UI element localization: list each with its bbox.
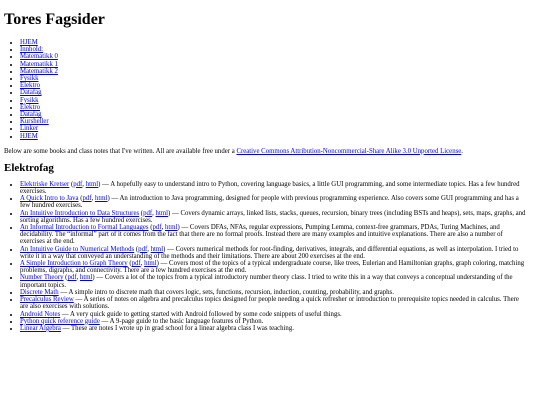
html-link[interactable]: html <box>150 245 164 253</box>
book-description: — An introduction to Java programming, designed for people with previous programming experience. Also covers some GUI programming and has a few hundred exercises. <box>20 195 519 210</box>
nav-link-elektro-2[interactable]: Elektro <box>20 103 41 111</box>
book-description: — A hopefully easy to understand intro to Python, covering language basics, a little GUI programming, and some intermediate topics. Has a few hundred exercises. <box>20 180 520 196</box>
nav-link-matematikk-2[interactable]: Matematikk 2 <box>20 67 58 75</box>
html-link[interactable]: html <box>79 274 93 282</box>
nav-link-datafag-2[interactable]: Datafag <box>20 111 42 119</box>
intro-text: Below are some books and class notes that I've written. All are available free under a <box>4 147 237 155</box>
book-title-link[interactable]: An Informal Introduction to Formal Languages <box>20 224 149 232</box>
book-description: — A simple intro to discrete math that covers logic, sets, functions, recursion, induction, counting, probability, and graphs. <box>60 288 394 296</box>
book-title-link[interactable]: Number Theory <box>20 274 64 282</box>
book-title-link[interactable]: A Quick Intro to Java <box>20 195 79 203</box>
book-title-link[interactable]: Android Notes <box>20 310 61 318</box>
book-title-link[interactable]: Elektriske Kretser <box>20 180 70 188</box>
book-description: — Covers DFAs, NFAs, regular expressions, Pumping Lemma, context-free grammars, PDAs, Turing Machines, and decidability. The “informal” part of it comes from the fact that there are no formal proofs. Instead there are many examples and intuitive explanations. There are also a number of exercises at the end. <box>20 224 503 246</box>
book-title-link[interactable]: Precalculus Review <box>20 296 74 304</box>
book-description: — A 9-page guide to the basic language features of Python. <box>101 317 264 325</box>
book-description: — Covers most of the topics of a typical undergraduate course, like trees, Eulerian and Hamiltonian graphs, graph coloring, matching problems, digraphs, and connectivity. There are a few hundred exercises at the end. <box>20 260 525 275</box>
nav-item <box>20 82 536 89</box>
pdf-link[interactable]: pdf <box>143 209 153 217</box>
nav-item <box>20 89 536 96</box>
list-item <box>20 296 536 310</box>
pdf-link[interactable]: pdf <box>138 245 148 253</box>
nav-item <box>20 118 536 125</box>
book-list <box>4 181 536 332</box>
nav-link-matematikk-1[interactable]: Matematikk 1 <box>20 60 58 68</box>
list-item <box>20 318 536 325</box>
book-title-link[interactable]: Python quick reference guide <box>20 317 100 325</box>
book-title-link[interactable]: A Simple Introduction to Graph Theory <box>20 260 128 268</box>
pdf-link[interactable]: pdf <box>67 274 77 282</box>
nav-item <box>20 46 536 53</box>
license-link[interactable]: Creative Commons Attribution-Noncommercial-Share Alike 3.0 Unported License <box>236 147 462 155</box>
book-description: — Covers numerical methods for root-finding, derivatives, integrals, and differential equations, as well as interpolation. I tried to write it in a way that conveyed an understanding of the methods and their limitations. There are about 200 exercises at the end. <box>20 245 519 260</box>
nav-item <box>20 125 536 132</box>
book-title-link[interactable]: Discrete Math <box>20 288 59 296</box>
nav-item <box>20 104 536 111</box>
nav-link-matematikk-0[interactable]: Matematikk 0 <box>20 53 58 61</box>
nav-link-kursheller[interactable]: Kursheller <box>20 118 49 126</box>
site-nav <box>4 39 536 140</box>
book-title-link[interactable]: An Intuitive Guide to Numerical Methods <box>20 245 135 253</box>
list-item: • Elektriske Kretser (pdf, html) — A hopefully easy to understand intro to Python, covering language basics, a little GUI programming, and some intermediate topics. Has a few hundred exercises. <box>20 181 536 195</box>
nav-item <box>20 39 536 46</box>
list-item <box>20 311 536 318</box>
nav-item <box>20 68 536 75</box>
book-description: — A very quick guide to getting started with Android followed by some code snippets of useful things. <box>61 310 342 318</box>
html-link[interactable]: html <box>144 260 157 268</box>
nav-item <box>20 97 536 104</box>
list-item: • An Intuitive Guide to Numerical Methods (pdf, html) — Covers numerical methods for root-finding, derivatives, integrals, and differential equations, as well as interpolation. I tried to write it in a way that conveyed an understanding of the methods and their limitations. There are about 200 exercises at the end. <box>20 246 536 260</box>
list-item: • A Simple Introduction to Graph Theory (pdf, html) — Covers most of the topics of a typical undergraduate course, like trees, Eulerian and Hamiltonian graphs, graph coloring, matching problems, digraphs, and connectivity. There are a few hundred exercises at the end. <box>20 260 536 274</box>
list-item: • An Intuitive Introduction to Data Structures (pdf, html) — Covers dynamic arrays, linked lists, stacks, queues, recursion, binary trees (including BSTs and heaps), sets, maps, graphs, and sorting algorithms. Has a few hundred exercises. <box>20 210 536 224</box>
book-description: — A series of notes on algebra and precalculus topics designed for people needing a quick refresher or introduction to prerequisite topics needed in calculus. There are also exercises with solutions. <box>20 296 519 311</box>
nav-link-linker[interactable]: Linker <box>20 125 39 133</box>
nav-link-hjem-2[interactable]: HJEM <box>20 132 38 140</box>
page-title: Tores Fagsider <box>4 11 105 28</box>
list-item: • An Informal Introduction to Formal Languages (pdf, html) — Covers DFAs, NFAs, regular expressions, Pumping Lemma, context-free grammars, PDAs, Turing Machines, and decidability. The “informal” part of it comes from the fact that there are no formal proofs. Instead there are many examples and intuitive explanations. There are also a number of exercises at the end. <box>20 224 536 246</box>
book-description: — Covers a lot of the topics from a typical introductory number theory class. I tried to write this in a way that conveys a conceptual understanding of the important topics. <box>20 274 513 289</box>
list-item: • Number Theory (pdf, html) — Covers a lot of the topics from a typical introductory number theory class. I tried to write this in a way that conveys a conceptual understanding of the important topics. <box>20 274 536 288</box>
nav-link-hjem[interactable]: HJEM <box>20 39 38 46</box>
nav-link-fysikk-2[interactable]: Fysikk <box>20 96 39 104</box>
pdf-link[interactable]: pdf <box>82 195 92 203</box>
nav-item <box>20 61 536 68</box>
list-item: • A Quick Intro to Java (pdf, html) — An introduction to Java programming, designed for people with previous programming experience. Also covers some GUI programming and has a few hundred exercises. <box>20 195 536 209</box>
html-link[interactable]: html <box>94 195 108 203</box>
book-title-link[interactable]: An Intuitive Introduction to Data Structures <box>20 209 140 217</box>
intro-after: . <box>461 147 463 155</box>
html-link[interactable]: html <box>85 180 99 188</box>
nav-link-fysikk[interactable]: Fysikk <box>20 75 39 83</box>
pdf-link[interactable]: pdf <box>131 260 141 268</box>
html-link[interactable]: html <box>164 224 178 232</box>
book-description: — Covers dynamic arrays, linked lists, stacks, queues, recursion, binary trees (including BSTs and heaps), sets, maps, graphs, and sorting algorithms. Has a few hundred exercises. <box>20 209 526 224</box>
nav-item <box>20 111 536 118</box>
pdf-link[interactable]: pdf <box>73 180 83 188</box>
book-title-link[interactable]: Linear Algebra <box>20 324 61 332</box>
nav-item <box>20 75 536 82</box>
nav-link-elektro[interactable]: Elektro <box>20 82 41 90</box>
list-item <box>20 325 536 332</box>
nav-link-datafag[interactable]: Datafag <box>20 89 42 97</box>
nav-item <box>20 53 536 60</box>
html-link[interactable]: html <box>155 209 169 217</box>
section-heading: Elektrofag <box>4 161 54 174</box>
pdf-link[interactable]: pdf <box>152 224 162 232</box>
intro-paragraph <box>4 148 536 156</box>
nav-link-innhold[interactable]: Innhold: <box>20 46 44 54</box>
nav-item <box>20 133 536 140</box>
list-item <box>20 289 536 296</box>
book-description: — These are notes I wrote up in grad school for a linear algebra class I was teaching. <box>62 324 294 332</box>
